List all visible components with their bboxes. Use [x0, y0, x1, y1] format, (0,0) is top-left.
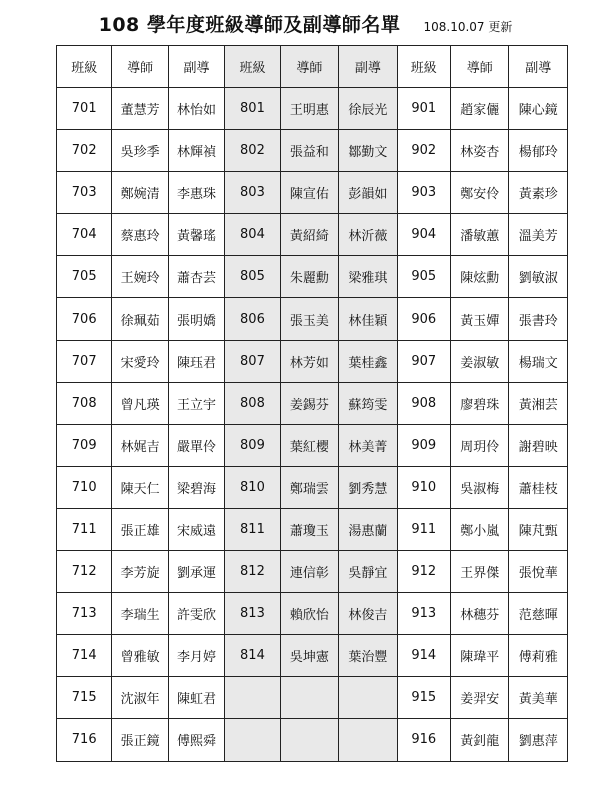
teacher-cell — [280, 719, 338, 761]
column-header-class-col-1: 班級 — [57, 46, 112, 88]
vice-teacher-cell: 梁碧海 — [168, 466, 224, 508]
teacher-cell — [280, 677, 338, 719]
column-header-teacher-col-1: 導師 — [112, 46, 168, 88]
class-cell: 714 — [57, 635, 112, 677]
class-cell: 811 — [225, 508, 280, 550]
class-cell: 711 — [57, 508, 112, 550]
vice-teacher-cell: 陳芃甄 — [509, 508, 568, 550]
vice-teacher-cell: 楊郁玲 — [509, 130, 568, 172]
teacher-cell: 王婉玲 — [112, 256, 168, 298]
class-cell: 915 — [397, 677, 450, 719]
table-row — [57, 593, 568, 635]
class-cell: 707 — [57, 340, 112, 382]
class-cell — [225, 677, 280, 719]
vice-teacher-cell: 黃素珍 — [509, 172, 568, 214]
teacher-cell: 林穗芬 — [450, 593, 508, 635]
vice-teacher-cell: 溫美芳 — [509, 214, 568, 256]
table-row — [57, 551, 568, 593]
table-row — [57, 256, 568, 298]
teacher-cell: 姜錫芬 — [280, 382, 338, 424]
class-cell: 810 — [225, 466, 280, 508]
update-date: 108.10.07 更新 — [423, 20, 513, 34]
class-cell: 708 — [57, 382, 112, 424]
class-cell: 914 — [397, 635, 450, 677]
vice-teacher-cell: 范慈暉 — [509, 593, 568, 635]
teacher-cell: 陳宣佑 — [280, 172, 338, 214]
vice-teacher-cell: 李惠珠 — [168, 172, 224, 214]
teacher-cell: 王明惠 — [280, 88, 338, 130]
vice-teacher-cell: 湯惠蘭 — [339, 508, 397, 550]
teacher-cell: 吳坤憲 — [280, 635, 338, 677]
class-cell: 705 — [57, 256, 112, 298]
teacher-cell: 潘敏蕙 — [450, 214, 508, 256]
vice-teacher-cell: 蕭桂枝 — [509, 466, 568, 508]
teacher-cell: 周玥伶 — [450, 424, 508, 466]
teacher-cell: 鄭婉清 — [112, 172, 168, 214]
vice-teacher-cell: 劉秀慧 — [339, 466, 397, 508]
vice-teacher-cell: 張書玲 — [509, 298, 568, 340]
table-row — [57, 298, 568, 340]
table-row — [57, 214, 568, 256]
vice-teacher-cell: 葉治豐 — [339, 635, 397, 677]
class-cell: 712 — [57, 551, 112, 593]
teacher-cell: 吳珍季 — [112, 130, 168, 172]
teacher-cell: 陳天仁 — [112, 466, 168, 508]
vice-teacher-cell: 林沂薇 — [339, 214, 397, 256]
vice-teacher-cell — [339, 719, 397, 761]
teacher-cell: 吳淑梅 — [450, 466, 508, 508]
vice-teacher-cell: 楊瑞文 — [509, 340, 568, 382]
column-header-vice-teacher-col-3: 副導 — [509, 46, 568, 88]
vice-teacher-cell: 林美菁 — [339, 424, 397, 466]
vice-teacher-cell: 陳虹君 — [168, 677, 224, 719]
vice-teacher-cell: 宋威遠 — [168, 508, 224, 550]
column-header-teacher-col-3: 導師 — [450, 46, 508, 88]
class-cell: 809 — [225, 424, 280, 466]
class-cell: 805 — [225, 256, 280, 298]
class-cell: 701 — [57, 88, 112, 130]
table-row — [57, 635, 568, 677]
teacher-cell: 林姿杏 — [450, 130, 508, 172]
teacher-cell: 曾雅敏 — [112, 635, 168, 677]
class-cell: 713 — [57, 593, 112, 635]
teacher-cell: 黃玉嬋 — [450, 298, 508, 340]
teacher-cell: 徐珮茹 — [112, 298, 168, 340]
teacher-cell: 張正雄 — [112, 508, 168, 550]
class-cell: 905 — [397, 256, 450, 298]
table-row — [57, 466, 568, 508]
header-row — [57, 46, 568, 88]
class-cell: 902 — [397, 130, 450, 172]
page-title: 108 學年度班級導師及副導師名單 — [98, 14, 401, 36]
column-header-vice-teacher-col-1: 副導 — [168, 46, 224, 88]
column-header-vice-teacher-col-2: 副導 — [339, 46, 397, 88]
vice-teacher-cell: 林佳穎 — [339, 298, 397, 340]
class-cell: 706 — [57, 298, 112, 340]
vice-teacher-cell: 劉惠萍 — [509, 719, 568, 761]
vice-teacher-cell: 傅熙舜 — [168, 719, 224, 761]
vice-teacher-cell: 蘇筠雯 — [339, 382, 397, 424]
teacher-cell: 鄭瑞雲 — [280, 466, 338, 508]
class-cell: 716 — [57, 719, 112, 761]
class-cell: 901 — [397, 88, 450, 130]
column-header-class-col-2: 班級 — [225, 46, 280, 88]
class-cell: 813 — [225, 593, 280, 635]
vice-teacher-cell: 林輝禎 — [168, 130, 224, 172]
teacher-cell: 曾凡瑛 — [112, 382, 168, 424]
teacher-cell: 陳炫勳 — [450, 256, 508, 298]
vice-teacher-cell: 黃湘芸 — [509, 382, 568, 424]
table-row — [57, 172, 568, 214]
teacher-cell: 林芳如 — [280, 340, 338, 382]
class-cell: 704 — [57, 214, 112, 256]
class-cell: 802 — [225, 130, 280, 172]
vice-teacher-cell: 彭韻如 — [339, 172, 397, 214]
vice-teacher-cell: 嚴單伶 — [168, 424, 224, 466]
teacher-cell: 賴欣怡 — [280, 593, 338, 635]
vice-teacher-cell: 傅莉雅 — [509, 635, 568, 677]
teacher-cell: 沈淑年 — [112, 677, 168, 719]
class-cell: 908 — [397, 382, 450, 424]
teacher-cell: 李芳旋 — [112, 551, 168, 593]
table-row — [57, 340, 568, 382]
vice-teacher-cell: 徐辰光 — [339, 88, 397, 130]
column-header-teacher-col-2: 導師 — [280, 46, 338, 88]
teacher-cell: 姜羿安 — [450, 677, 508, 719]
class-cell: 710 — [57, 466, 112, 508]
vice-teacher-cell: 李月婷 — [168, 635, 224, 677]
page-header — [0, 10, 611, 40]
class-cell: 907 — [397, 340, 450, 382]
class-cell: 909 — [397, 424, 450, 466]
class-cell: 906 — [397, 298, 450, 340]
teacher-cell: 王界傑 — [450, 551, 508, 593]
teacher-cell: 姜淑敏 — [450, 340, 508, 382]
vice-teacher-cell: 陳珏君 — [168, 340, 224, 382]
teacher-cell: 廖碧珠 — [450, 382, 508, 424]
class-cell: 912 — [397, 551, 450, 593]
table-row — [57, 508, 568, 550]
vice-teacher-cell — [339, 677, 397, 719]
class-cell: 916 — [397, 719, 450, 761]
class-cell: 801 — [225, 88, 280, 130]
vice-teacher-cell: 林俊吉 — [339, 593, 397, 635]
vice-teacher-cell: 王立宇 — [168, 382, 224, 424]
vice-teacher-cell: 許雯欣 — [168, 593, 224, 635]
table-row — [57, 677, 568, 719]
class-cell: 703 — [57, 172, 112, 214]
vice-teacher-cell: 梁雅琪 — [339, 256, 397, 298]
teacher-cell: 董慧芳 — [112, 88, 168, 130]
class-cell: 702 — [57, 130, 112, 172]
class-cell: 812 — [225, 551, 280, 593]
class-cell — [225, 719, 280, 761]
class-cell: 806 — [225, 298, 280, 340]
table-row — [57, 88, 568, 130]
teacher-cell: 連信彰 — [280, 551, 338, 593]
table-row — [57, 130, 568, 172]
vice-teacher-cell: 黃美華 — [509, 677, 568, 719]
teacher-cell: 趙家儷 — [450, 88, 508, 130]
teacher-cell: 張正鏡 — [112, 719, 168, 761]
vice-teacher-cell: 林怡如 — [168, 88, 224, 130]
teacher-cell: 鄭安伶 — [450, 172, 508, 214]
teacher-cell: 蔡惠玲 — [112, 214, 168, 256]
vice-teacher-cell: 鄒勤文 — [339, 130, 397, 172]
class-cell: 804 — [225, 214, 280, 256]
teacher-cell: 張玉美 — [280, 298, 338, 340]
vice-teacher-cell: 謝碧映 — [509, 424, 568, 466]
vice-teacher-cell: 黃馨瑤 — [168, 214, 224, 256]
vice-teacher-cell: 張悅華 — [509, 551, 568, 593]
teacher-cell: 黃釗龍 — [450, 719, 508, 761]
vice-teacher-cell: 劉敏淑 — [509, 256, 568, 298]
teacher-cell: 張益和 — [280, 130, 338, 172]
table-row — [57, 382, 568, 424]
table-row — [57, 719, 568, 761]
vice-teacher-cell: 蕭杏芸 — [168, 256, 224, 298]
table-row — [57, 424, 568, 466]
column-header-class-col-3: 班級 — [397, 46, 450, 88]
teacher-cell: 陳瑋平 — [450, 635, 508, 677]
teacher-cell: 蕭瓊玉 — [280, 508, 338, 550]
class-cell: 903 — [397, 172, 450, 214]
class-cell: 814 — [225, 635, 280, 677]
class-cell: 904 — [397, 214, 450, 256]
roster-table — [56, 45, 568, 762]
class-cell: 911 — [397, 508, 450, 550]
roster-body — [57, 88, 568, 762]
class-cell: 803 — [225, 172, 280, 214]
vice-teacher-cell: 張明嬌 — [168, 298, 224, 340]
teacher-cell: 李瑞生 — [112, 593, 168, 635]
teacher-cell: 鄭小嵐 — [450, 508, 508, 550]
class-cell: 715 — [57, 677, 112, 719]
teacher-cell: 朱麗勳 — [280, 256, 338, 298]
class-cell: 807 — [225, 340, 280, 382]
teacher-cell: 葉紅櫻 — [280, 424, 338, 466]
vice-teacher-cell: 劉承運 — [168, 551, 224, 593]
vice-teacher-cell: 陳心鏡 — [509, 88, 568, 130]
vice-teacher-cell: 葉桂鑫 — [339, 340, 397, 382]
teacher-cell: 林娓吉 — [112, 424, 168, 466]
class-cell: 910 — [397, 466, 450, 508]
teacher-cell: 黃紹綺 — [280, 214, 338, 256]
vice-teacher-cell: 吳靜宜 — [339, 551, 397, 593]
teacher-cell: 宋愛玲 — [112, 340, 168, 382]
class-cell: 808 — [225, 382, 280, 424]
class-cell: 709 — [57, 424, 112, 466]
class-cell: 913 — [397, 593, 450, 635]
